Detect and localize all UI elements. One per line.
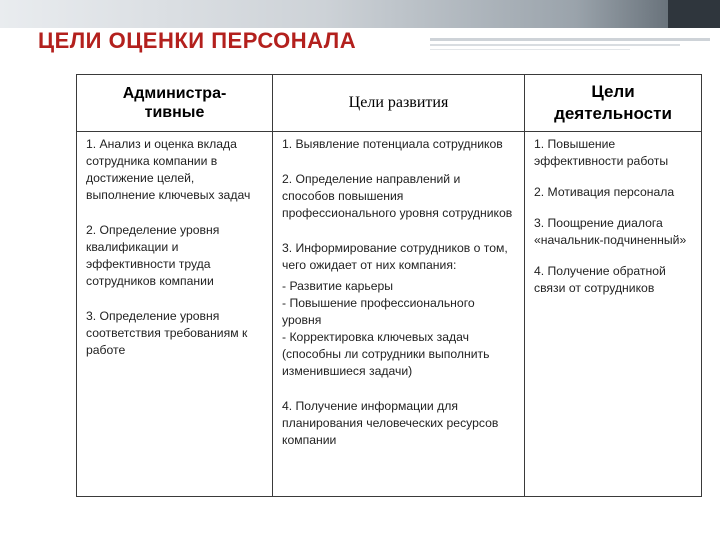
- table-header-row: [77, 75, 702, 132]
- title-rule: [430, 49, 630, 50]
- header-performance-line2: деятельности: [554, 104, 672, 123]
- administrative-item-3: 3. Определение уровня соответствия требованиям к работе: [86, 309, 248, 357]
- development-item-3-sub-3: - Корректировка ключевых задач (способны ли сотрудники выполнить изменившиеся задачи): [282, 330, 490, 378]
- performance-item-2: 2. Мотивация персонала: [534, 185, 675, 199]
- title-rule: [430, 44, 680, 46]
- slide-title: ЦЕЛИ ОЦЕНКИ ПЕРСОНАЛА: [38, 28, 357, 53]
- development-item-3: 3. Информирование сотрудников о том, чего ожидает от них компания:: [282, 241, 508, 272]
- goals-table: [76, 74, 702, 497]
- header-administrative: [77, 75, 273, 132]
- performance-cell: [525, 132, 702, 497]
- header-decoration-dark: [668, 0, 720, 28]
- administrative-item-2: 2. Определение уровня квалификации и эффективности труда сотрудников компании: [86, 223, 220, 288]
- header-administrative-line2: тивные: [144, 104, 205, 121]
- header-performance: [525, 75, 702, 132]
- table-body-row: [77, 132, 702, 497]
- administrative-cell: [77, 132, 273, 497]
- header-performance-line1: Цели: [591, 82, 635, 101]
- administrative-item-1: 1. Анализ и оценка вклада сотрудника компании в достижение целей, выполнение ключевых задач: [86, 137, 251, 202]
- header-development-label: Цели развития: [348, 94, 449, 111]
- performance-item-1: 1. Повышение эффективности работы: [534, 137, 669, 168]
- title-rule: [430, 38, 710, 41]
- header-decoration-band: [0, 0, 720, 28]
- development-item-1: 1. Выявление потенциала сотрудников: [282, 137, 503, 151]
- development-item-3-sub-2: - Повышение профессионального уровня: [282, 296, 475, 327]
- development-cell: [273, 132, 525, 497]
- development-item-4: 4. Получение информации для планирования человеческих ресурсов компании: [282, 399, 499, 447]
- header-administrative-line1: Администра-: [122, 85, 227, 102]
- development-item-2: 2. Определение направлений и способов повышения профессионального уровня сотрудников: [282, 172, 513, 220]
- performance-item-4: 4. Получение обратной связи от сотрудников: [534, 264, 666, 295]
- development-item-3-sub-1: - Развитие карьеры: [282, 279, 394, 293]
- performance-item-3: 3. Поощрение диалога «начальник-подчиненный»: [534, 216, 687, 247]
- header-development: [273, 75, 525, 132]
